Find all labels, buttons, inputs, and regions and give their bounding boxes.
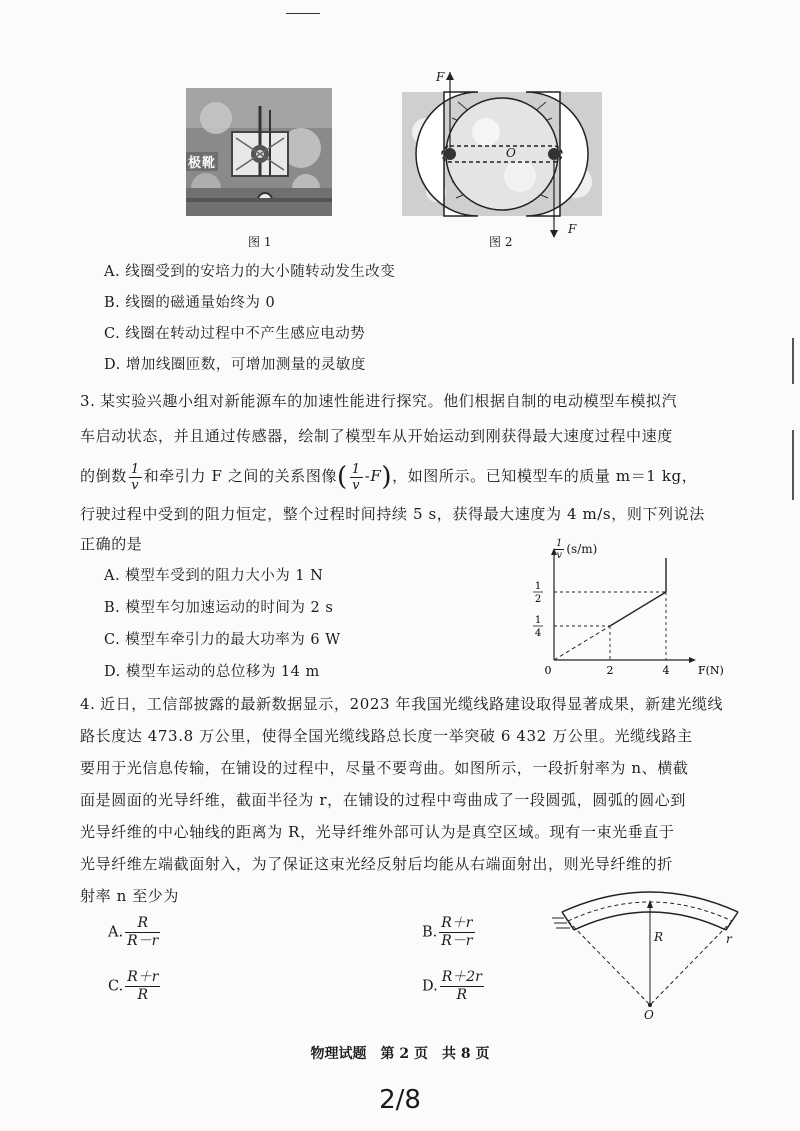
top-rule [286, 13, 320, 14]
chart-y-label: $\frac{1}{v}$ (s/m) [556, 538, 598, 561]
q3-option-a[interactable]: A. 模型车受到的阻力大小为 1 N [104, 568, 324, 584]
q3-paren-right: ) [381, 462, 393, 492]
q3-line-3-pre: 的倒数 [80, 467, 127, 485]
q3-inverse-v-fraction: $\frac{1}{v}$ [130, 461, 140, 493]
fiber-O-label: O [644, 1008, 654, 1022]
q3-line-3-post: ，如图所示。已知模型车的质量 m＝1 kg， [392, 467, 698, 485]
q4-option-b[interactable]: B. $\frac{R+r}{R-r}$ [422, 915, 473, 949]
q3-option-d[interactable]: D. 模型车运动的总位移为 14 m [104, 664, 320, 680]
chart-x-tick-label: 4 [662, 664, 670, 677]
radius-R-arrow [647, 900, 653, 908]
chart-x-axis-arrow [689, 657, 696, 663]
q2-option-a[interactable]: A. 线圈受到的安培力的大小随转动发生改变 [104, 264, 396, 280]
q2-option-c[interactable]: C. 线圈在转动过程中不产生感应电动势 [104, 326, 366, 342]
q3-line-3 [80, 458, 697, 495]
q3-paren-tail: -F [364, 467, 382, 485]
q4-option-a[interactable]: A. $\frac{R}{R-r}$ [108, 915, 159, 949]
footer-title: 物理试题 第 2 页 共 8 页 [310, 1046, 490, 1062]
chart-origin-label: 0 [544, 664, 552, 677]
fiber-R-label: R [654, 930, 664, 944]
figure-1-photo [186, 88, 332, 216]
q3-option-c[interactable]: C. 模型车牵引力的最大功率为 6 W [104, 632, 341, 648]
radius-line-left [568, 921, 650, 1005]
figure-2-center-label: O [506, 146, 516, 160]
chart-series-dashed-extension [554, 626, 610, 660]
chart-y-tick-denominator: 2 [534, 594, 542, 605]
q2-option-d[interactable]: D. 增加线圈匝数，可增加测量的灵敏度 [104, 357, 366, 373]
chart-y-tick-numerator: 1 [534, 615, 542, 626]
fiber-r-label: r [726, 932, 732, 946]
figure-2-force-bottom-label: F [568, 222, 577, 236]
q3-option-b[interactable]: B. 模型车匀加速运动的时间为 2 s [104, 600, 334, 616]
figure-2-force-top-label: F [436, 70, 445, 84]
chart-y-tick-denominator: 4 [534, 628, 542, 639]
page-indicator: 2/8 [379, 1085, 421, 1115]
q4-line-4: 面是圆面的光导纤维，截面半径为 r，在铺设的过程中弯曲成了一段圆弧，圆弧的圆心到 [80, 791, 686, 809]
chart-y-tick-numerator: 1 [534, 581, 542, 592]
q4-line-1: 近日，工信部披露的最新数据显示，2023 年我国光缆线路建设取得显著成果，新建光缆线 [100, 695, 724, 713]
q3-line-2: 车启动状态，并且通过传感器，绘制了模型车从开始运动到刚获得最大速度过程中速度 [80, 427, 673, 445]
chart-x-tick-label: 2 [606, 664, 614, 677]
figure-1-caption: 图 1 [248, 235, 272, 249]
q4-line-6: 光导纤维左端截面射入，为了保证这束光经反射后均能从右端面射出，则光导纤维的折 [80, 855, 673, 873]
q3-paren-left: ( [337, 462, 348, 492]
figure-1-pole-label: 极靴 [186, 152, 218, 171]
q3-line-5: 正确的是 [80, 535, 143, 553]
center-point [648, 1003, 652, 1007]
q3-paren-fraction: $\frac{1}{v}$ [351, 461, 361, 493]
q3-chart [526, 538, 724, 677]
chart-series-solid [610, 592, 666, 626]
scan-edge-mark [792, 338, 794, 384]
q3-line-3-mid: 和牵引力 F 之间的关系图像 [143, 467, 338, 485]
q4-fiber-figure [550, 880, 750, 1020]
q4-option-d[interactable]: D. $\frac{R+2r}{R}$ [422, 969, 482, 1003]
q2-option-b[interactable]: B. 线圈的磁通量始终为 0 [104, 295, 276, 311]
q4-line-3: 要用于光信息传输，在铺设的过程中，尽量不要弯曲。如图所示，一段折射率为 n、横截 [80, 759, 689, 777]
q4-line-2: 路长度达 473.8 万公里，使得全国光缆线路总长度一举突破 6 432 万公里。光缆线路主 [80, 727, 693, 745]
q4-number: 4. [80, 695, 96, 713]
scan-edge-mark [792, 430, 794, 500]
figure-2-diagram [396, 72, 618, 238]
q3-line-1: 某实验兴趣小组对新能源车的加速性能进行探究。他们根据自制的电动模型车模拟汽 [100, 392, 678, 410]
q3-line-4: 行驶过程中受到的阻力恒定，整个过程时间持续 5 s，获得最大速度为 4 m/s，则下列说法 [80, 505, 705, 523]
q4-line-5: 光导纤维的中心轴线的距离为 R，光导纤维外部可认为是真空区域。现有一束光垂直于 [80, 823, 675, 841]
q4-option-c[interactable]: C. $\frac{R+r}{R}$ [108, 969, 159, 1003]
figure-2-caption: 图 2 [489, 235, 513, 249]
q3-number: 3. [80, 392, 96, 410]
q4-line-7: 射率 n 至少为 [80, 887, 179, 905]
chart-x-axis-label: F(N) [698, 664, 724, 677]
